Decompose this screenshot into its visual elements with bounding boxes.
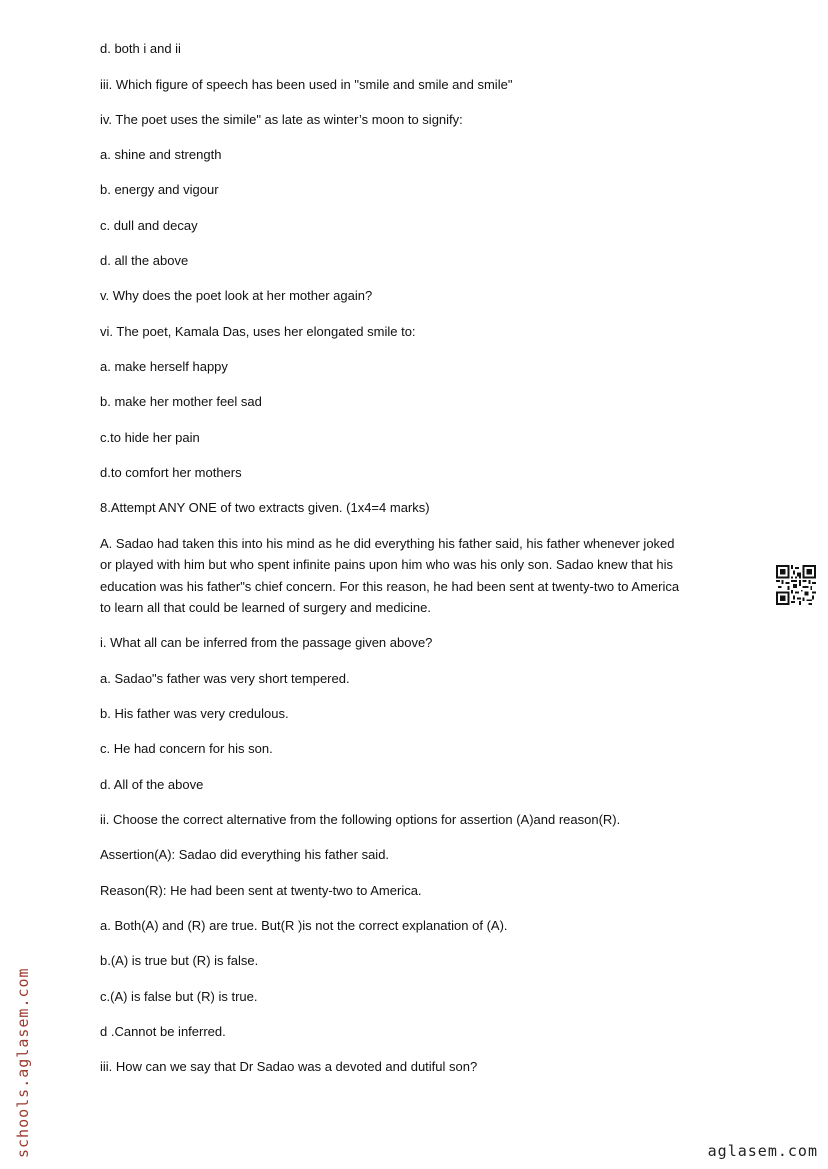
option-line: d. All of the above: [100, 777, 204, 792]
option-line: c. dull and decay: [100, 218, 198, 233]
option-line: a. make herself happy: [100, 359, 228, 374]
extract-passage: [100, 533, 740, 618]
option-line: b.(A) is true but (R) is false.: [100, 953, 259, 968]
qr-code-icon: [776, 565, 816, 605]
option-line: b. energy and vigour: [100, 182, 219, 197]
passage-line: education was his father"s chief concern. For this reason, he had been sent at twenty-two to America: [100, 578, 680, 594]
option-line: c. He had concern for his son.: [100, 741, 273, 756]
option-line: d.to comfort her mothers: [100, 465, 242, 480]
assertion-line: Assertion(A): Sadao did everything his father said.: [100, 847, 390, 862]
passage-line: A. Sadao had taken this into his mind as he did everything his father said, his father whenever joked: [100, 536, 675, 551]
option-line: d. all the above: [100, 253, 189, 268]
option-line: c.to hide her pain: [100, 430, 200, 445]
option-line: a. Both(A) and (R) are true. But(R )is not the correct explanation of (A).: [100, 918, 508, 933]
question-line: i. What all can be inferred from the passage given above?: [100, 635, 433, 650]
question-line: iv. The poet uses the simile" as late as winter’s moon to signify:: [100, 112, 463, 127]
section-heading: 8.Attempt ANY ONE of two extracts given. (1x4=4 marks): [100, 500, 430, 515]
option-line: d .Cannot be inferred.: [100, 1024, 226, 1039]
option-line: c.(A) is false but (R) is true.: [100, 989, 258, 1004]
option-line: d. both i and ii: [100, 41, 181, 56]
reason-line: Reason(R): He had been sent at twenty-two to America.: [100, 883, 422, 898]
option-line: a. shine and strength: [100, 147, 222, 162]
question-line: v. Why does the poet look at her mother again?: [100, 288, 373, 303]
passage-line: or played with him but who spent infinite pains upon him who was his only son. Sadao knew that his: [100, 557, 674, 573]
question-line: iii. How can we say that Dr Sadao was a devoted and dutiful son?: [100, 1059, 478, 1074]
question-line: vi. The poet, Kamala Das, uses her elongated smile to:: [100, 324, 416, 339]
option-line: b. make her mother feel sad: [100, 394, 262, 409]
question-line: ii. Choose the correct alternative from the following options for assertion (A)and reason(R).: [100, 812, 621, 827]
option-line: b. His father was very credulous.: [100, 706, 289, 721]
side-watermark: schools.aglasem.com: [14, 967, 32, 1158]
passage-line: to learn all that could be learned of surgery and medicine.: [100, 599, 431, 615]
footer-watermark: aglasem.com: [707, 1142, 818, 1160]
option-line: a. Sadao"s father was very short tempered.: [100, 671, 350, 686]
question-line: iii. Which figure of speech has been used in "smile and smile and smile": [100, 77, 513, 92]
